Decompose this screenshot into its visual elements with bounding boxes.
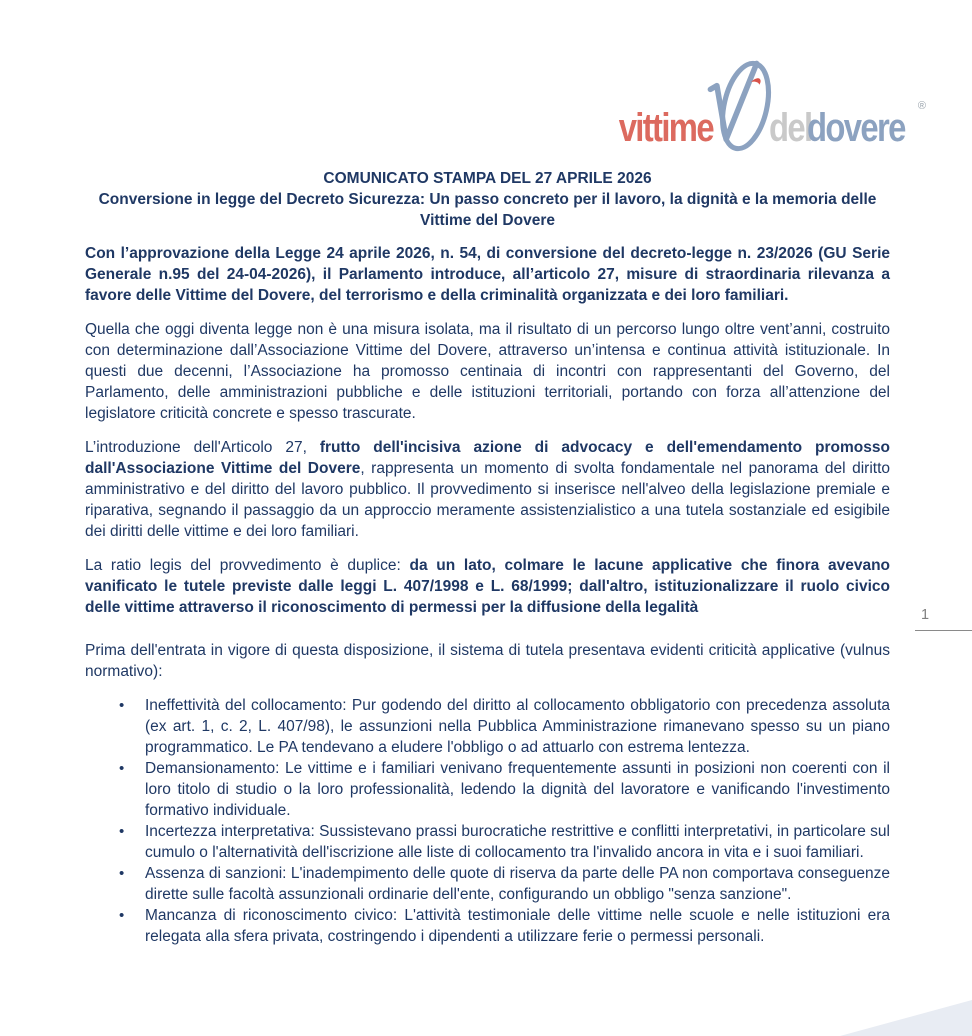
paragraph-article-27: L’introduzione dell'Articolo 27, frutto dell'incisiva azione di advocacy e dell'emendamento promosso dall'Associazione Vittime del Dovere, rappresenta un momento di svolta fondamentale nel panorama del diritto amministrativo e del diritto del lavoro pubblico. Il provvedimento si inserisce nell'alveo della legislazione premiale e riparativa, segnando il passaggio da un approccio meramente assistenzialistico a una tutela sostanziale ed esigibile dei diritti delle vittime e dei loro familiari. <box>85 439 890 540</box>
list-item-ineffettivita: • Ineffettività del collocamento: Pur godendo del diritto al collocamento obbligatorio con precedenza assoluta (ex art. 1, c. 2, L. 407/98), le assunzioni nella Pubblica Amministrazione rimanevano spesso su un piano programmatico. Le PA tendevano a eludere l'obbligo o ad attuarlo con estrema lentezza. <box>85 695 890 758</box>
registered-mark: ® <box>917 100 927 112</box>
title-line-1: COMUNICATO STAMPA DEL 27 APRILE 2026 <box>323 170 652 187</box>
logo-del-text: del <box>768 106 812 150</box>
logo-dovere-text: dovere <box>806 106 905 150</box>
list-item-mancanza-riconoscimento: • Mancanza di riconoscimento civico: L'attività testimoniale delle vittime nelle scuole e nelle istituzioni era relegata alla sfera privata, costringendo i dipendenti a utilizzare ferie o permessi personali. <box>85 905 890 947</box>
page-number-divider <box>915 608 972 631</box>
paragraph-vulnus: Prima dell'entrata in vigore di questa disposizione, il sistema di tutela presentava evidenti criticità applicative (vulnus normativo): <box>85 642 890 680</box>
corner-decoration <box>840 1000 972 1036</box>
press-release-title <box>85 168 890 231</box>
logo-vd-emblem-icon <box>703 57 777 155</box>
paragraph-ratio-legis: La ratio legis del provvedimento è duplice: da un lato, colmare le lacune applicative che finora avevano vanificato le tutele previste dalle leggi L. 407/1998 e L. 68/1999; dall'altro, istituzionalizzare il ruolo civico delle vittime attraverso il riconoscimento di permessi per la diffusione della legalità <box>85 557 891 616</box>
criticality-list <box>85 695 890 947</box>
logo-vittime-text: vittime <box>618 106 713 150</box>
list-item-incertezza: • Incertezza interpretativa: Sussistevano prassi burocratiche restrittive e conflitti interpretativi, in particolare sul cumulo o l'alternatività dell'iscrizione alle liste di collocamento tra l'invalido ancora in vita e i suoi familiari. <box>85 821 890 863</box>
title-line-2: Conversione in legge del Decreto Sicurezza: Un passo concreto per il lavoro, la dignità e la memoria delle Vittime del Dovere <box>98 191 877 229</box>
paragraph-intro-law: Con l’approvazione della Legge 24 aprile 2026, n. 54, di conversione del decreto-legge n. 23/2026 (GU Serie Generale n.95 del 24-04-2026), il Parlamento introduce, all’articolo 27, misure di straordinaria rilevanza a favore delle Vittime del Dovere, del terrorismo e della criminalità organizzata e dei loro familiari. <box>85 245 890 304</box>
logo <box>598 58 926 154</box>
list-item-demansionamento: • Demansionamento: Le vittime e i familiari venivano frequentemente assunti in posizioni non coerenti con il loro titolo di studio o la loro professionalità, ledendo la dignità del lavoratore e vanificando l'investimento formativo individuale. <box>85 758 890 821</box>
list-item-assenza-sanzioni: • Assenza di sanzioni: L'inadempimento delle quote di riserva da parte delle PA non comportava conseguenze dirette sulle facoltà assunzionali ordinarie dell'ente, configurando un obbligo "senza sanzione". <box>85 863 890 905</box>
press-release-body <box>85 168 890 947</box>
paragraph-history: Quella che oggi diventa legge non è una misura isolata, ma il risultato di un percorso lungo oltre vent’anni, costruito con determinazione dall’Associazione Vittime del Dovere, attraverso un’intensa e continua attività istituzionale. In questi due decenni, l’Associazione ha promosso centinaia di incontri con rappresentanti del Governo, del Parlamento, delle amministrazioni pubbliche e delle istituzioni territoriali, portando con forza all’attenzione del legislatore criticità concrete e spesso trascurate. <box>85 321 890 422</box>
page-number: 1 <box>921 607 930 623</box>
